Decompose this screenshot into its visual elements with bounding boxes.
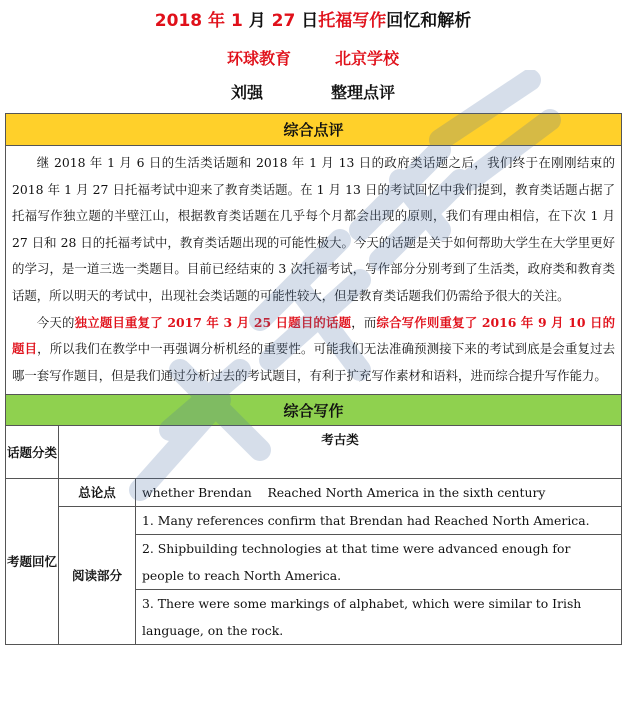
author-line	[0, 80, 626, 103]
title-month: 1	[230, 11, 243, 31]
content-table	[5, 113, 622, 645]
thesis-value: whether Brendan Reached North America in the sixth century	[136, 479, 622, 507]
highlight-independent: 独立题目重复了 2017 年 3 月 25 日题目的话题	[74, 314, 352, 330]
category-label: 话题分类	[6, 426, 59, 479]
review-paragraph-2: 今天的独立题目重复了 2017 年 3 月 25 日题目的话题，而综合写作则重复了 2016 年 9 月 10 日的题目，所以我们在教学中一再强调分析机经的重要性。可能我们无法准确预测接下来的考试到底是会重复过去哪一套写作题目，但是我们通过分析过去的考试题目，有利于扩充写作素材和语料，进而综合提升写作能力。	[12, 314, 616, 383]
title-day: 27	[271, 11, 296, 31]
integrated-heading: 综合写作	[6, 395, 622, 426]
review-heading: 综合点评	[6, 114, 622, 146]
recall-label: 考题回忆	[6, 479, 59, 645]
title-year: 2018 年	[154, 11, 231, 31]
review-body	[6, 146, 622, 395]
reading-point: 2. Shipbuilding technologies at that time were advanced enough for people to reach North America.	[136, 535, 622, 590]
org-name: 环球教育	[226, 49, 291, 68]
document-title	[0, 6, 626, 31]
title-month-char: 月	[242, 11, 272, 31]
title-suffix: 回忆和解析	[386, 11, 472, 31]
highlight-integrated: 综合写作则重复了 2016 年 9 月 10 日的题目	[12, 314, 616, 357]
title-day-char: 日	[295, 11, 319, 31]
thesis-label: 总论点	[59, 479, 136, 507]
category-value: 考古类	[59, 426, 622, 479]
reading-point: 1. Many references confirm that Brendan had Reached North America.	[136, 507, 622, 535]
reading-label: 阅读部分	[59, 507, 136, 645]
author-role: 整理点评	[331, 83, 396, 102]
school-name: 北京学校	[335, 49, 400, 68]
review-paragraph-1: 继 2018 年 1 月 6 日的生活类话题和 2018 年 1 月 13 日的政府类话题之后，我们终于在刚刚结束的 2018 年 1 月 27 日托福考试中迎来了教育类话题。在 1 月 13 日的考试回忆中我们提到，教育类话题占据了托福写作独立题的半壁江山，根据教育类话题在几乎每个月都会出现的原则，我们有理由相信，在下次 1 月 27 日和 28 日的托福考试中，教育类话题出现的可能性极大。今天的话题是关于如何帮助大学生在大学里更好的学习，是一道三选一类题目。目前已经结束的 3 次托福考试，写作部分分别考到了生活类，政府类和教育类话题，所以明天的考试中，出现社会类话题的可能性较大，但是教育类话题我们仍需给予很大的关注。	[12, 155, 616, 303]
author-name: 刘强	[230, 83, 263, 102]
reading-point: 3. There were some markings of alphabet, which were similar to Irish language, on the rock.	[136, 590, 622, 645]
organization-line	[0, 46, 626, 69]
title-subject: 托福写作	[318, 11, 387, 31]
